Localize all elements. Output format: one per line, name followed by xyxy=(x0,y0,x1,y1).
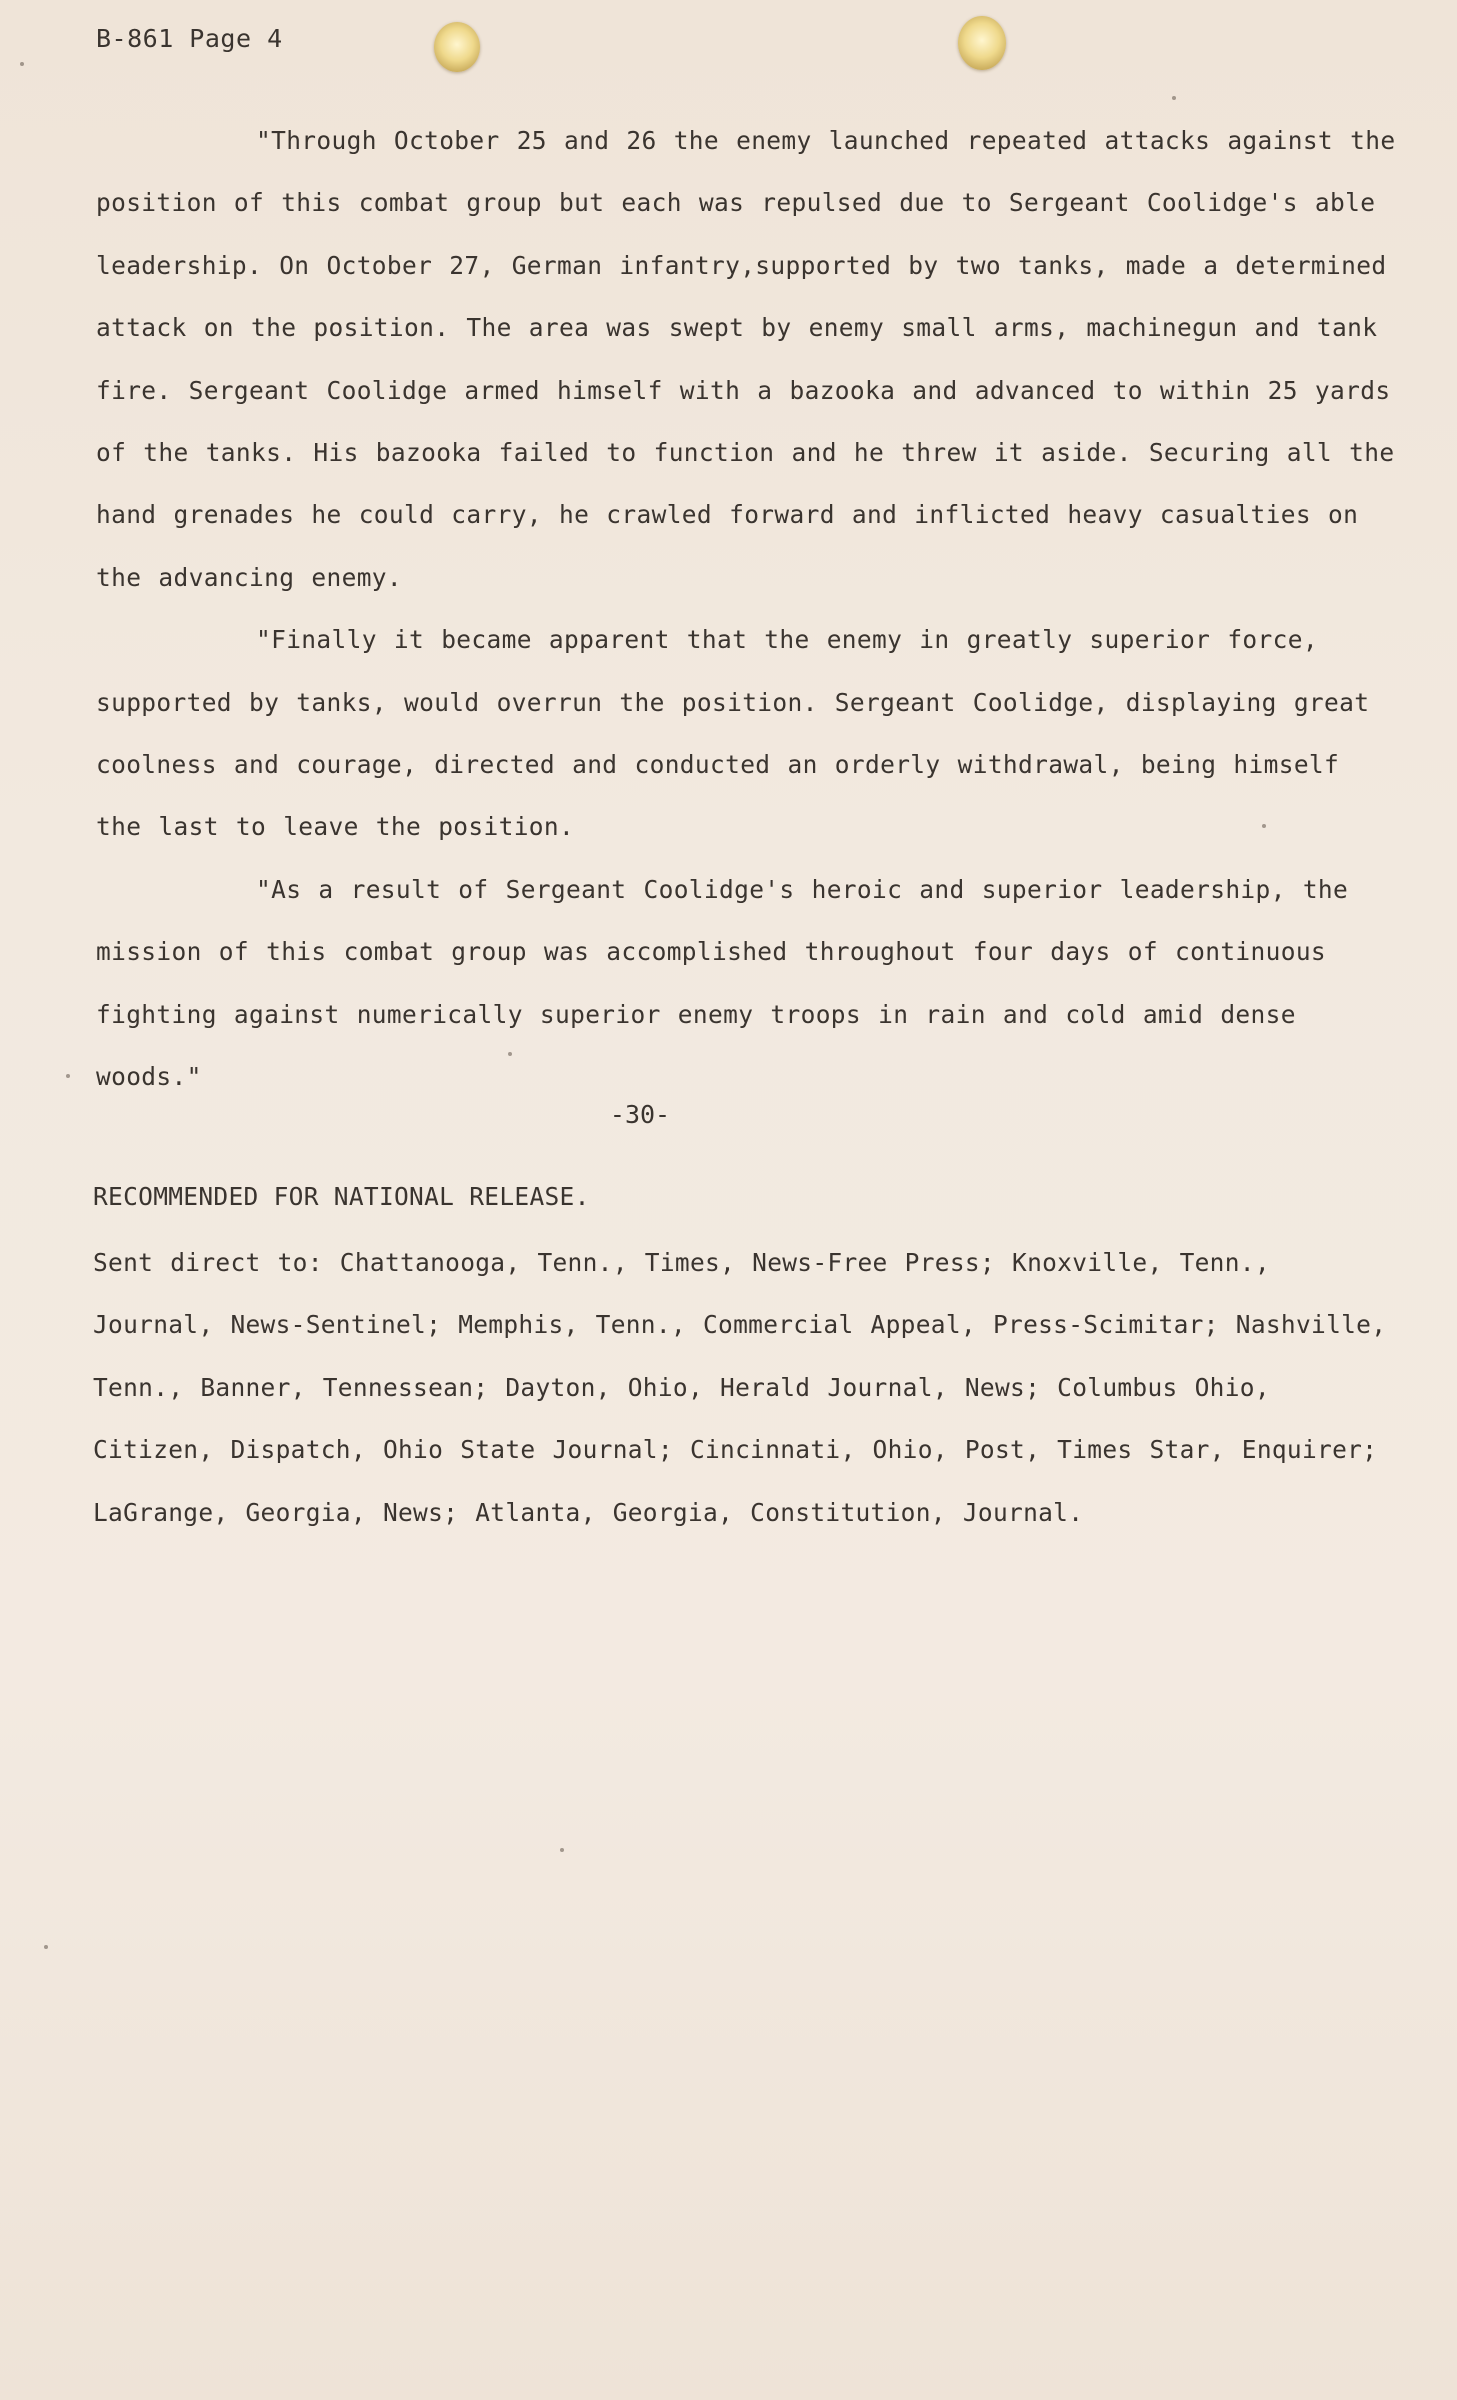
speck xyxy=(44,1945,48,1949)
closing-mark: -30- xyxy=(609,1100,671,1129)
paragraph-2: "Finally it became apparent that the enemy in greatly superior force, supported by tanks, would overrun the position. Sergeant Coolidge, displaying great coolness and courage, directed and conducted an orderly withdrawal, being himself the last to leave the position. xyxy=(96,625,1370,842)
speck xyxy=(508,1052,512,1056)
distribution-list: Sent direct to: Chattanooga, Tenn., Times, News-Free Press; Knoxville, Tenn., Journal, News-Sentinel; Memphis, Tenn., Commercial Appeal, Press-Scimitar; Nashville, Tenn., Banner, Tennessean; Dayton, Ohio, Herald Journal, News; Columbus Ohio, Citizen, Dispatch, Ohio State Journal; Cincinnati, Ohio, Post, Times Star, Enquirer; LaGrange, Georgia, News; Atlanta, Georgia, Constitution, Journal. xyxy=(93,1248,1387,1527)
punch-hole-left xyxy=(434,22,480,72)
speck xyxy=(1172,96,1176,100)
body-text xyxy=(96,110,1396,1109)
speck xyxy=(66,1074,70,1078)
speck xyxy=(560,1848,564,1852)
speck xyxy=(20,62,24,66)
speck xyxy=(1262,824,1266,828)
release-note: RECOMMENDED FOR NATIONAL RELEASE. xyxy=(93,1182,590,1211)
punch-hole-right xyxy=(958,16,1006,70)
paragraph-1: "Through October 25 and 26 the enemy launched repeated attacks against the position of this combat group but each was repulsed due to Sergeant Coolidge's able leadership. On October 27, German infantry,supported by two tanks, made a determined attack on the position. The area was swept by enemy small arms, machinegun and tank fire. Sergeant Coolidge armed himself with a bazooka and advanced to within 25 yards of the tanks. His bazooka failed to function and he threw it aside. Securing all the hand grenades he could carry, he crawled forward and inflicted heavy casualties on the advancing enemy. xyxy=(96,126,1396,592)
paragraph-3: "As a result of Sergeant Coolidge's heroic and superior leadership, the mission of this combat group was accomplished throughout four days of continuous fighting against numerically superior enemy troops in rain and cold amid dense woods." xyxy=(96,874,1349,1092)
page-header: B-861 Page 4 xyxy=(96,24,283,53)
